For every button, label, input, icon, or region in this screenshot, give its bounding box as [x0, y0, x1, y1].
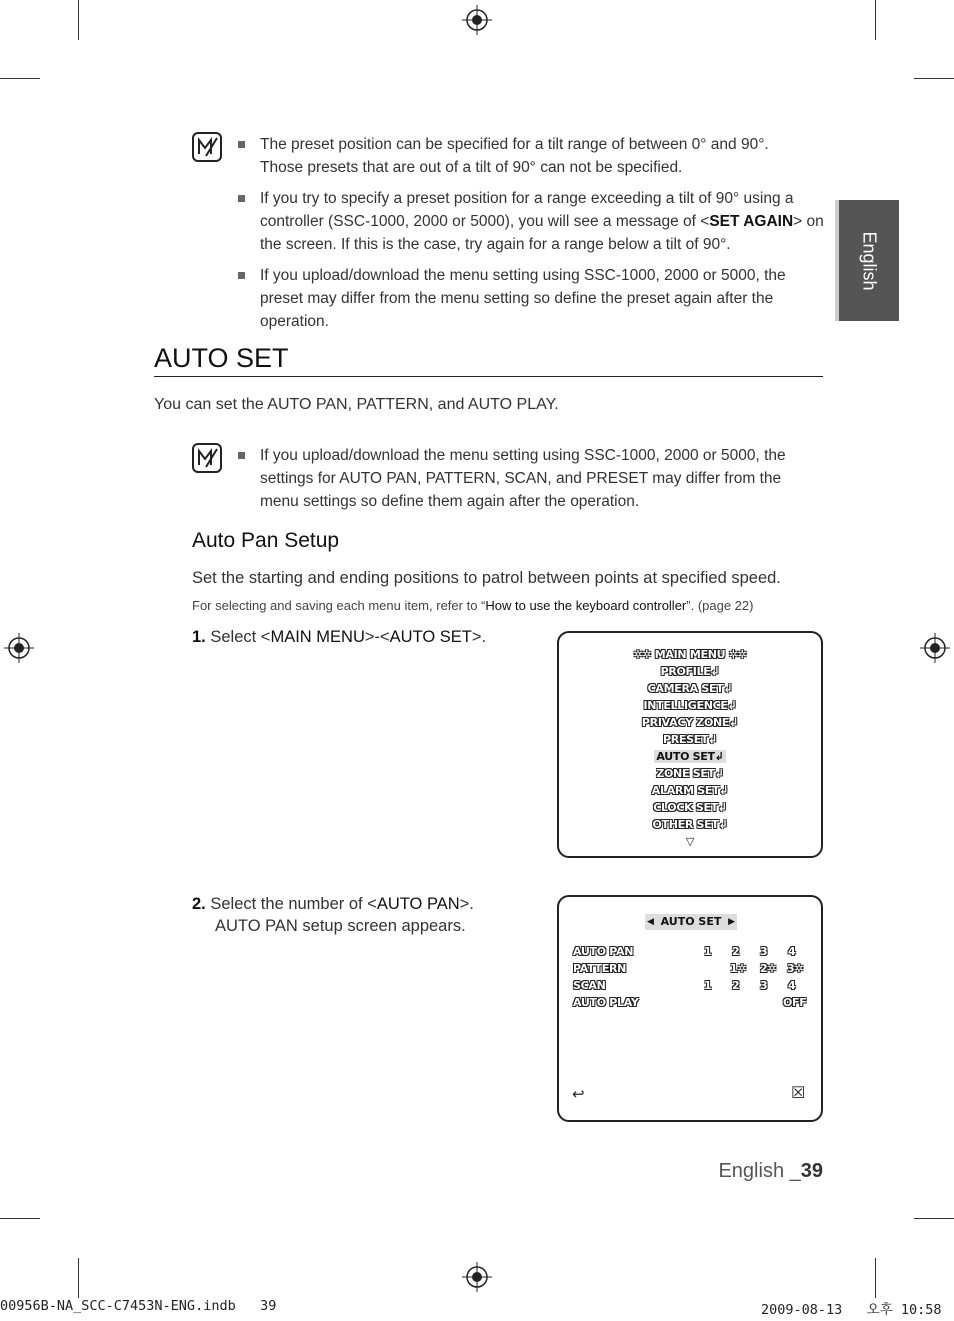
note-text: > on the screen. If this is the case, try again for a range below a tilt of 90°. — [260, 213, 824, 253]
menu-item-auto-set[interactable]: AUTO SET↲ — [656, 750, 724, 763]
note-text: If you upload/download the menu setting using SSC-1000, 2000 or 5000, the settings for AUTO PAN, PATTERN, SCAN, and PRESET may differ from the menu settings so define them again after the operation. — [260, 447, 786, 510]
note-item — [238, 444, 798, 513]
scan-1[interactable]: 1 — [704, 979, 712, 992]
step-keyword: AUTO SET — [389, 628, 472, 646]
crop-mark — [0, 78, 40, 79]
main-menu-title: ✲✲ MAIN MENU ✲✲ — [633, 648, 747, 661]
pattern-label: PATTERN — [573, 962, 627, 975]
section-title: AUTO SET — [154, 343, 289, 373]
section-rule — [154, 376, 823, 377]
note-item — [238, 133, 828, 179]
crop-mark — [78, 0, 79, 40]
auto-pan-label: AUTO PAN — [573, 945, 634, 958]
page-footer — [718, 1160, 823, 1183]
note-list-section — [238, 444, 798, 521]
crop-mark — [0, 1218, 40, 1219]
back-icon[interactable]: ↩ — [572, 1086, 585, 1103]
note-text: Those presets that are out of a tilt of 90° can not be specified. — [260, 159, 683, 176]
reference-pre: For selecting and saving each menu item, refer to “ — [192, 598, 486, 613]
menu-item-camera-set[interactable]: CAMERA SET↲ — [647, 682, 733, 695]
step-number: 1. — [192, 628, 206, 646]
auto-set-screen — [557, 895, 823, 1122]
registration-mark-icon — [462, 5, 492, 35]
scan-4[interactable]: 4 — [788, 979, 796, 992]
crop-mark — [78, 1258, 79, 1298]
step-text: >. — [471, 628, 487, 646]
pattern-2[interactable]: 2✲ — [760, 962, 777, 975]
scan-2[interactable]: 2 — [732, 979, 740, 992]
step-text: Select < — [210, 628, 271, 646]
note-text: If you try to specify a preset position for a range exceeding a tilt of 90° using a controller (SSC-1000, 2000 or 5000), you will see a message of < — [260, 190, 794, 230]
crop-mark — [914, 1218, 954, 1219]
step-text: >. — [459, 895, 474, 913]
section-intro: You can set the AUTO PAN, PATTERN, and AUTO PLAY. — [154, 396, 559, 413]
print-date-info: 2009-08-13 오후 10:58 — [761, 1302, 942, 1318]
note-icon — [192, 132, 222, 162]
close-icon[interactable]: ☒ — [791, 1085, 806, 1102]
step-text: >-< — [364, 628, 390, 646]
main-menu-screen — [557, 631, 823, 858]
note-text: If you upload/download the menu setting using SSC-1000, 2000 or 5000, the preset may differ from the menu setting so define the preset again after the operation. — [260, 267, 786, 330]
auto-pan-2[interactable]: 2 — [732, 945, 740, 958]
menu-item-preset[interactable]: PRESET↲ — [662, 733, 718, 746]
menu-item-profile[interactable]: PROFILE↲ — [660, 665, 720, 678]
registration-mark-icon — [920, 633, 950, 663]
crop-mark — [875, 0, 876, 40]
menu-item-other-set[interactable]: OTHER SET↲ — [652, 818, 728, 831]
language-tab — [835, 200, 899, 321]
subsection-title: Auto Pan Setup — [192, 529, 340, 552]
registration-mark-icon — [462, 1262, 492, 1292]
next-arrow-icon[interactable]: ▶ — [728, 917, 735, 927]
scan-3[interactable]: 3 — [760, 979, 768, 992]
menu-item-intelligence[interactable]: INTELLIGENCE↲ — [643, 699, 737, 712]
auto-pan-1[interactable]: 1 — [704, 945, 712, 958]
crop-mark — [914, 78, 954, 79]
step-text: AUTO PAN setup screen appears. — [215, 917, 466, 935]
crop-mark — [875, 1258, 876, 1298]
scroll-down-icon[interactable]: ▽ — [685, 835, 695, 848]
auto-pan-3[interactable]: 3 — [760, 945, 768, 958]
step-keyword: MAIN MENU — [270, 628, 365, 646]
step-2 — [192, 893, 474, 937]
note-list-top — [238, 133, 828, 341]
note-item — [238, 264, 828, 333]
auto-play-value[interactable]: OFF — [783, 996, 807, 1009]
menu-item-privacy-zone[interactable]: PRIVACY ZONE↲ — [641, 716, 739, 729]
registration-mark-icon — [4, 633, 34, 663]
step-text: Select the number of < — [210, 895, 377, 913]
print-file-info: 00956B-NA_SCC-C7453N-ENG.indb 39 — [0, 1298, 277, 1314]
pattern-3[interactable]: 3✲ — [787, 962, 804, 975]
menu-item-alarm-set[interactable]: ALARM SET↲ — [651, 784, 729, 797]
menu-item-clock-set[interactable]: CLOCK SET↲ — [653, 801, 727, 814]
scan-label: SCAN — [573, 979, 606, 992]
reference-post: ”. (page 22) — [686, 598, 754, 613]
note-item — [238, 187, 828, 256]
reference-link-text: How to use the keyboard controller — [485, 598, 687, 613]
auto-play-label: AUTO PLAY — [573, 996, 639, 1009]
subsection-intro: Set the starting and ending positions to patrol between points at specified speed. — [192, 569, 781, 587]
step-number: 2. — [192, 895, 206, 913]
note-icon — [192, 443, 222, 473]
prev-arrow-icon[interactable]: ◀ — [647, 917, 654, 927]
note-bold: SET AGAIN — [709, 213, 794, 230]
step-1 — [192, 628, 486, 647]
page-label: English _ — [718, 1160, 801, 1182]
reference-text — [192, 598, 753, 613]
auto-pan-4[interactable]: 4 — [788, 945, 796, 958]
language-tab-label: English — [859, 230, 880, 291]
note-text: The preset position can be specified for a tilt range of between 0° and 90°. — [260, 136, 769, 153]
step-keyword: AUTO PAN — [376, 895, 460, 913]
pattern-1[interactable]: 1✲ — [730, 962, 747, 975]
auto-set-title: AUTO SET — [660, 915, 722, 928]
menu-item-zone-set[interactable]: ZONE SET↲ — [656, 767, 724, 780]
page-number: 39 — [800, 1160, 823, 1182]
menu-item-auto-set-row — [559, 748, 821, 765]
